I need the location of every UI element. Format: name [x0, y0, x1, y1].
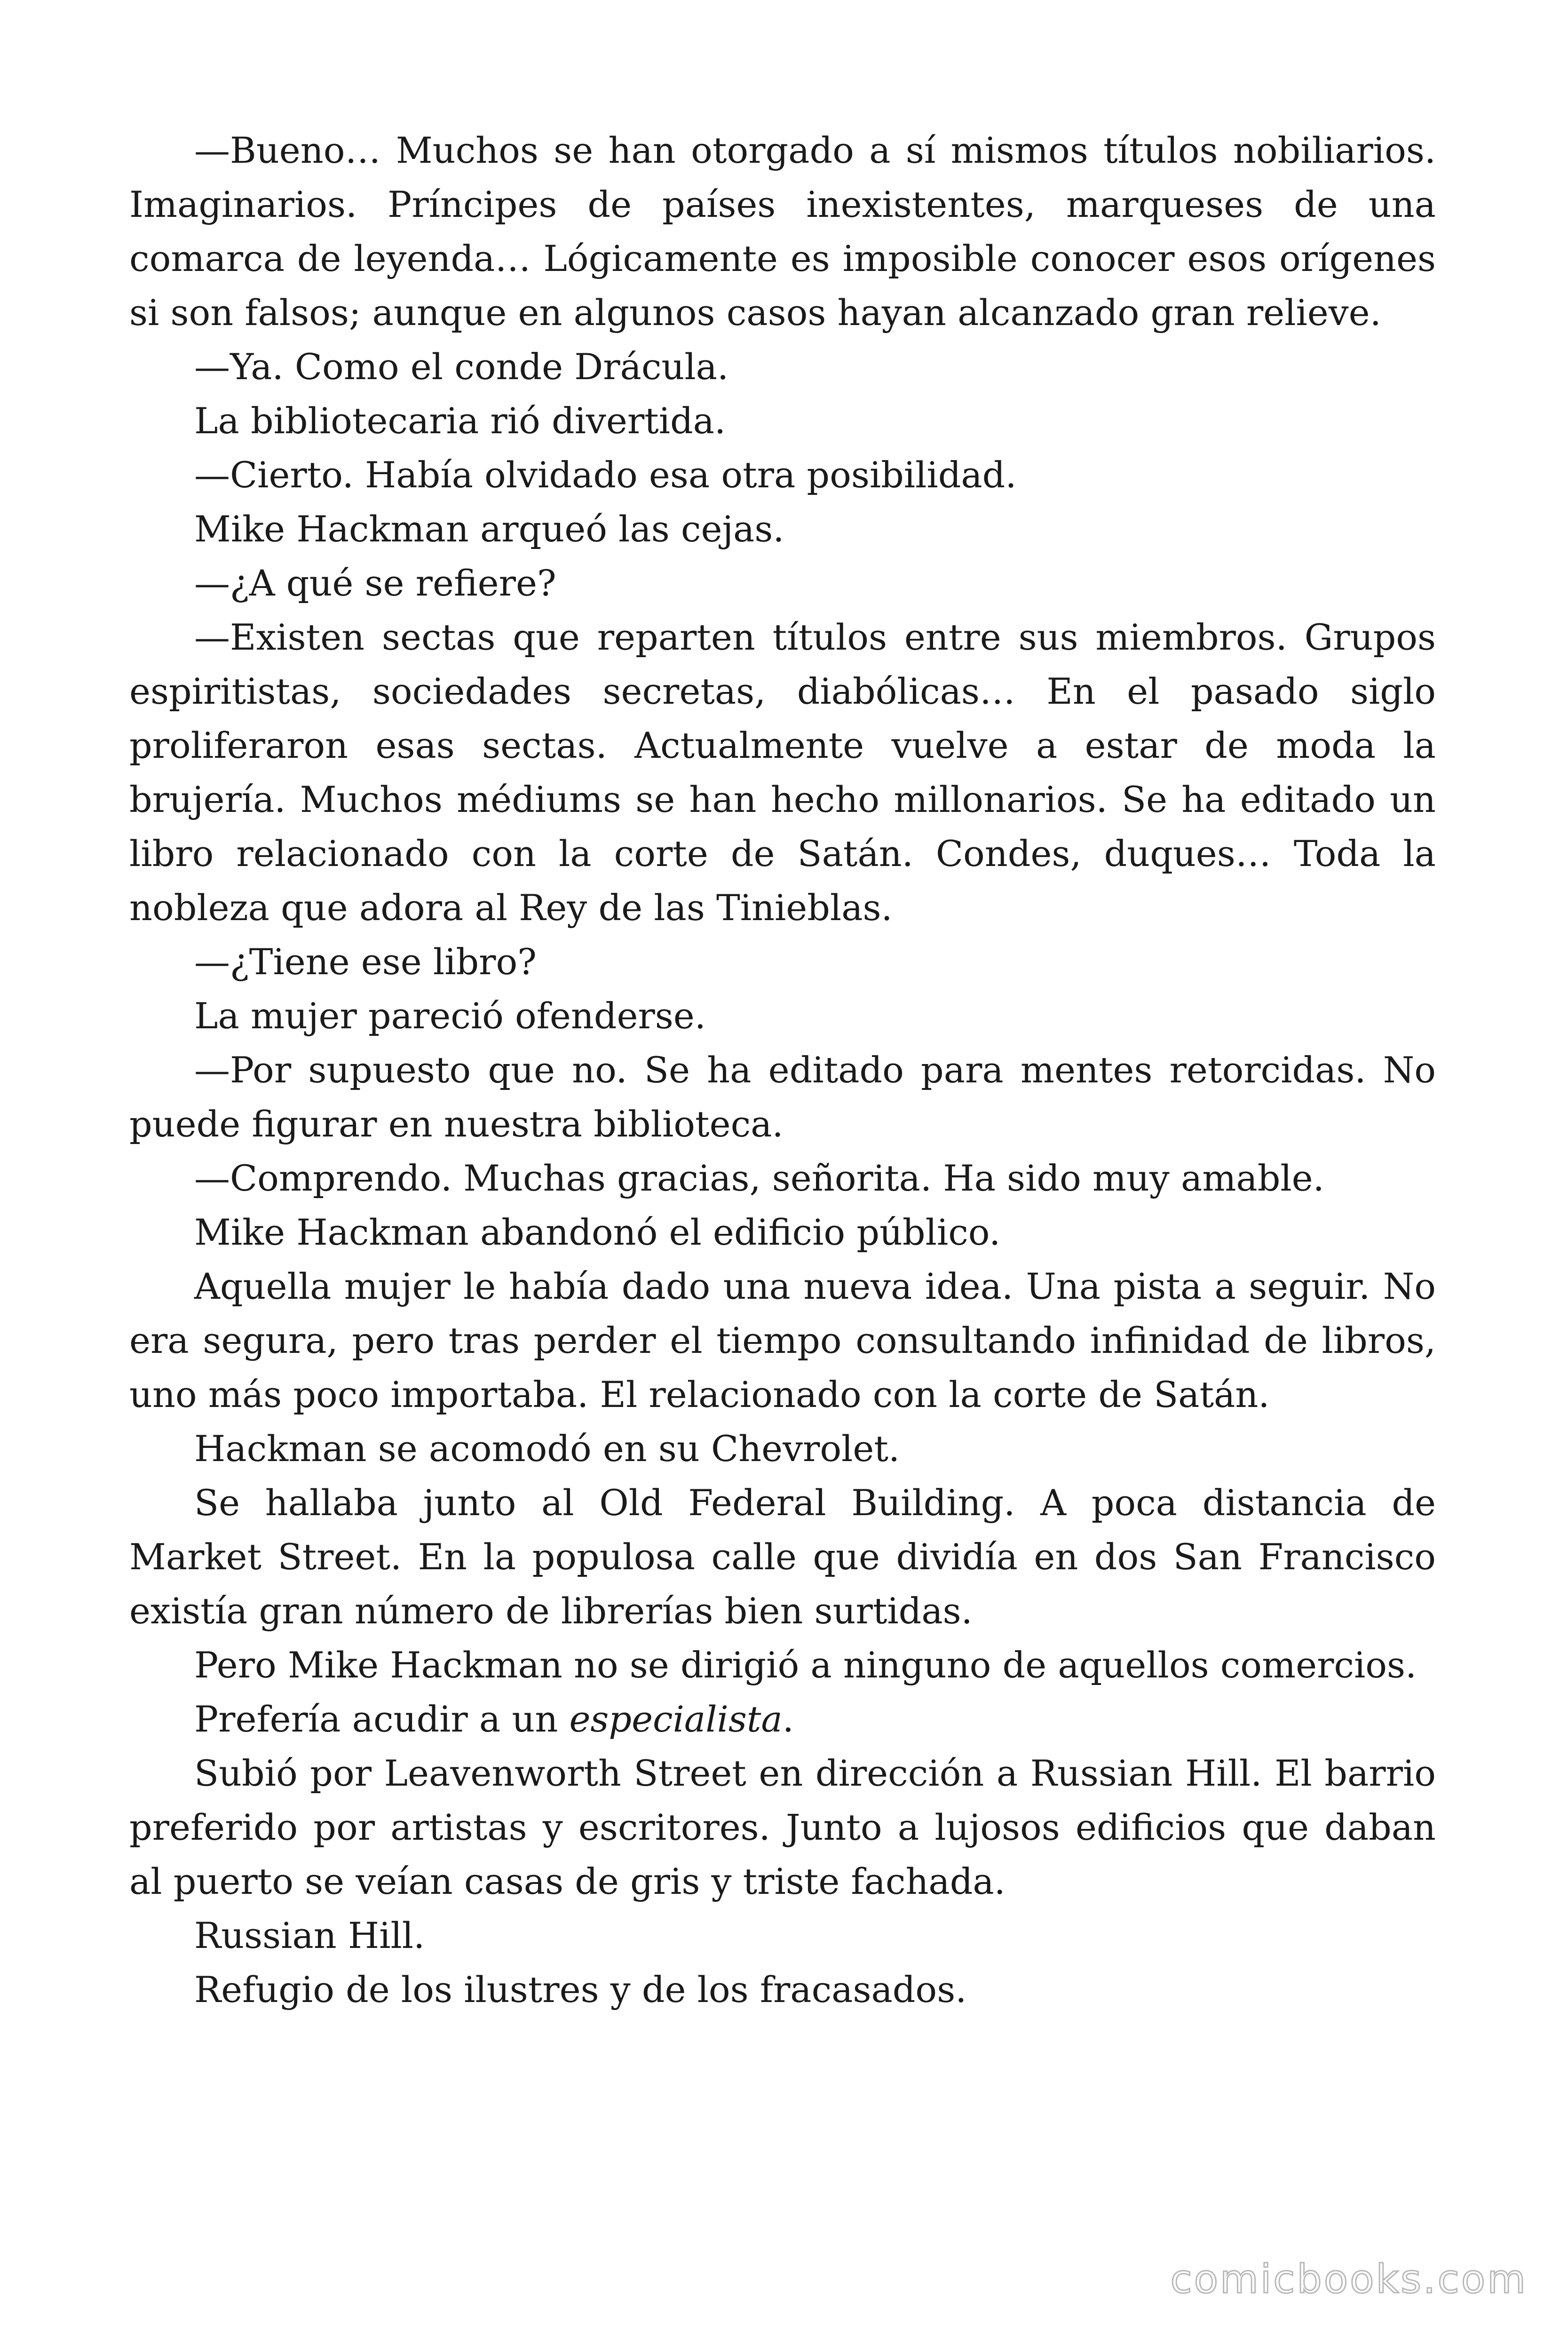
paragraph: —¿A qué se refiere? — [194, 562, 556, 604]
body-text — [129, 123, 1436, 2017]
paragraph: Aquella mujer le había dado una nueva idea. Una pista a seguir. No era segura, pero tras perder el tiempo consultando infinidad de libros, uno más poco importaba. El relacionado con la corte de Satán. — [129, 1265, 1436, 1415]
paragraph: La bibliotecaria rió divertida. — [194, 400, 726, 442]
paragraph: Mike Hackman arqueó las cejas. — [194, 508, 784, 550]
paragraph: Pero Mike Hackman no se dirigió a ninguno de aquellos comercios. — [194, 1644, 1417, 1686]
paragraph: —Por supuesto que no. Se ha editado para mentes retorcidas. No puede figurar en nuestra biblioteca. — [129, 1049, 1436, 1145]
paragraph: Hackman se acomodó en su Chevrolet. — [194, 1428, 900, 1470]
paragraph: —¿Tiene ese libro? — [194, 941, 537, 983]
paragraph: Mike Hackman abandonó el edificio público. — [194, 1211, 1001, 1253]
paragraph: Russian Hill. — [194, 1915, 425, 1956]
paragraph: La mujer pareció ofenderse. — [194, 995, 706, 1037]
paragraph: —Comprendo. Muchas gracias, señorita. Ha sido muy amable. — [194, 1157, 1324, 1199]
paragraph-text: Prefería acudir a un — [194, 1698, 570, 1740]
paragraph: Refugio de los ilustres y de los fracasados. — [194, 1969, 967, 2010]
paragraph: —Ya. Como el conde Drácula. — [194, 346, 729, 388]
emphasized-word: especialista — [569, 1698, 783, 1740]
paragraph: Subió por Leavenworth Street en dirección a Russian Hill. El barrio preferido por artistas y escritores. Junto a lujosos edificios que daban al puerto se veían casas de gris y triste fachada. — [129, 1752, 1436, 1902]
paragraph-with-emphasis — [129, 1692, 1436, 1746]
paragraph-text: . — [782, 1698, 794, 1740]
paragraph: —Cierto. Había olvidado esa otra posibilidad. — [194, 454, 1017, 496]
watermark: comicbooks.com — [1170, 2256, 1528, 2302]
paragraph: —Bueno… Muchos se han otorgado a sí mismos títulos nobiliarios. Imaginarios. Príncipes de países inexistentes, marqueses de una comarca de leyenda… Lógicamente es imposible conocer esos orígenes si son falsos; aunque en algunos casos hayan alcanzado gran relieve. — [129, 129, 1436, 334]
paragraph: —Existen sectas que reparten títulos entre sus miembros. Grupos espiritistas, sociedades secretas, diabólicas… En el pasado siglo proliferaron esas sectas. Actualmente vuelve a estar de moda la brujería. Muchos médiums se han hecho millonarios. Se ha editado un libro relacionado con la corte de Satán. Condes, duques… Toda la nobleza que adora al Rey de las Tinieblas. — [129, 616, 1436, 929]
paragraph: Se hallaba junto al Old Federal Building. A poca distancia de Market Street. En la populosa calle que dividía en dos San Francisco existía gran número de librerías bien surtidas. — [129, 1482, 1436, 1632]
